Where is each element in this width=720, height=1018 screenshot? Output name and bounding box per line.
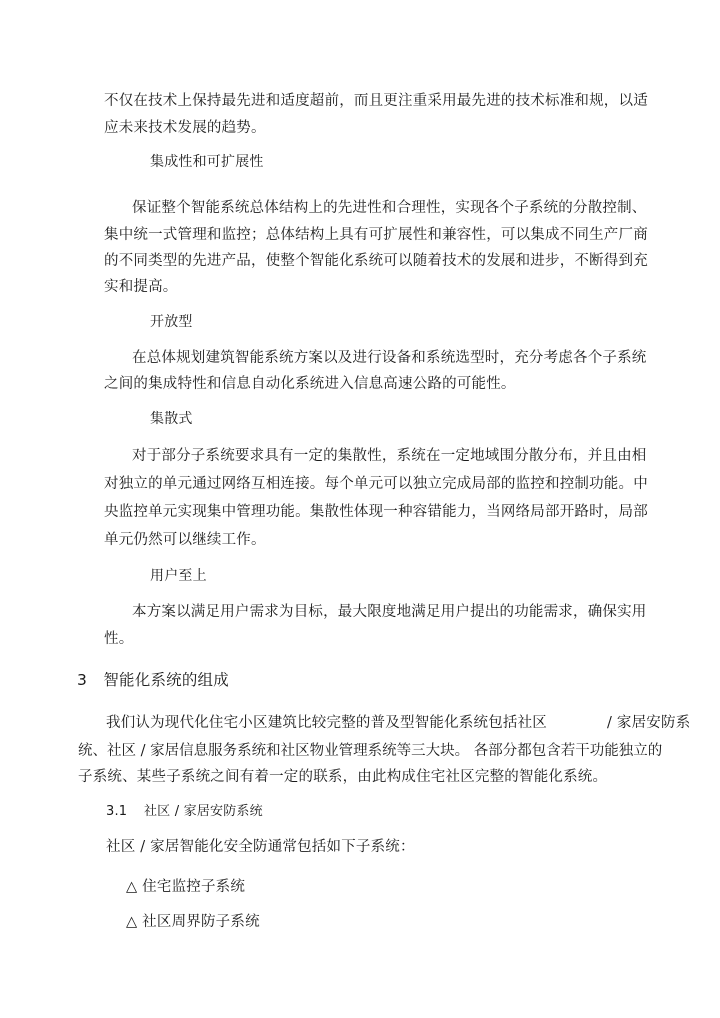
section-number: 3 — [77, 671, 88, 689]
paragraph-line: 统、社区 / 家居信息服务系统和社区物业管理系统等三大块。 各部分都包含若干功能独立的 — [78, 743, 663, 759]
paragraph-line: 的不同类型的先进产品，使整个智能化系统可以随着技术的发展和进步，不断得到充 — [104, 253, 648, 269]
list-item — [126, 912, 260, 932]
paragraph-line: 央监控单元实现集中管理功能。集散性体现一种容错能力，当网络局部开路时，局部 — [104, 504, 648, 520]
paragraph-line: 对于部分子系统要求具有一定的集散性，系统在一定地域围分散分布，并且由相 — [132, 448, 647, 464]
paragraph-line: 在总体规划建筑智能系统方案以及进行设备和系统选型时，充分考虑各个子系统 — [132, 350, 647, 366]
heading-integration: 集成性和可扩展性 — [150, 154, 264, 170]
list-item-text: 社区周界防子系统 — [142, 914, 260, 930]
section-title: 智能化系统的组成 — [103, 671, 229, 689]
section-number: 3.1 — [106, 804, 128, 819]
paragraph-line — [106, 713, 690, 733]
paragraph-line: 单元仍然可以继续工作。 — [104, 532, 266, 548]
paragraph-line: 保证整个智能系统总体结构上的先进性和合理性，实现各个子系统的分散控制、 — [132, 200, 647, 216]
list-item — [126, 877, 245, 897]
paragraph-line: 性。 — [104, 631, 134, 647]
section-3-1-heading — [106, 802, 263, 822]
paragraph-line: 不仅在技术上保持最先进和适度超前，而且更注重采用最先进的技术标准和规，以适 — [104, 93, 648, 109]
paragraph-line: 实和提高。 — [104, 279, 178, 295]
paragraph-line: 本方案以满足用户需求为目标，最大限度地满足用户提出的功能需求，确保实用 — [132, 604, 647, 620]
heading-open: 开放型 — [150, 314, 193, 330]
paragraph-text: / 家居安防系 — [607, 715, 691, 731]
paragraph-line: 应未来技术发展的趋势。 — [104, 120, 266, 136]
section-title: 社区 / 家居安防系统 — [143, 804, 263, 819]
paragraph-text: 我们认为现代化住宅小区建筑比较完整的普及型智能化系统包括社区 — [106, 715, 547, 731]
paragraph-line: 之间的集成特性和信息自动化系统进入信息高速公路的可能性。 — [104, 376, 516, 392]
paragraph-line: 对独立的单元通过网络互相连接。每个单元可以独立完成局部的监控和控制功能。中 — [104, 476, 648, 492]
list-item-text: 住宅监控子系统 — [142, 879, 246, 895]
paragraph-line: 集中统一式管理和监控；总体结构上具有可扩展性和兼容性，可以集成不同生产厂商 — [104, 227, 648, 243]
heading-distributed: 集散式 — [150, 411, 193, 427]
paragraph-line: 社区 / 家居智能化安全防通常包括如下子系统： — [106, 839, 415, 855]
triangle-icon: △ — [126, 879, 138, 895]
paragraph-line: 子系统、某些子系统之间有着一定的联系，由此构成住宅社区完整的智能化系统。 — [78, 769, 608, 785]
section-3-heading — [77, 670, 229, 690]
triangle-icon: △ — [126, 914, 138, 930]
heading-user: 用户至上 — [150, 568, 207, 584]
